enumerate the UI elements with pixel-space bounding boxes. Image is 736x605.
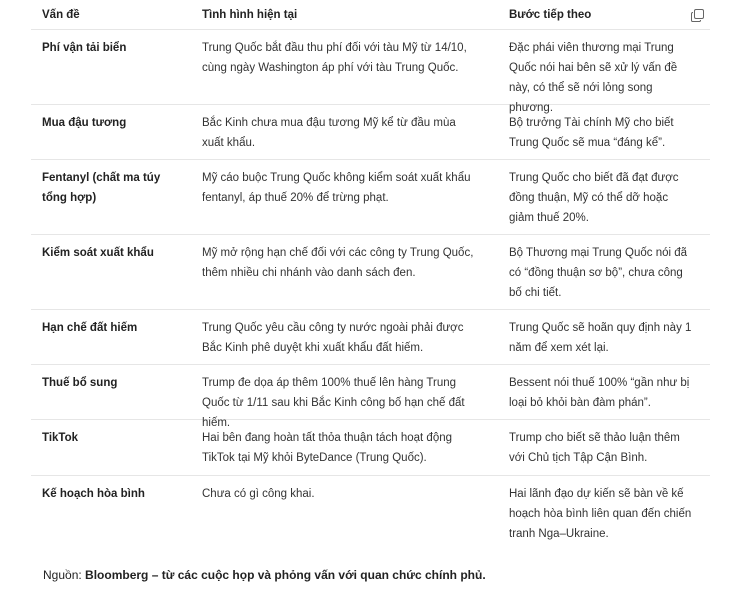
header-next: Bước tiếp theo xyxy=(509,8,592,21)
next-step-cell: Hai lãnh đạo dự kiến sẽ bàn về kế hoạch hòa bình liên quan đến chiến tranh Nga–Ukraine. xyxy=(509,488,692,540)
source-note xyxy=(43,568,486,582)
source-text: Bloomberg – từ các cuộc họp và phỏng vấn với quan chức chính phủ. xyxy=(85,568,486,582)
table-row xyxy=(31,235,710,310)
table-row xyxy=(31,160,710,235)
next-step-cell: Đặc phái viên thương mại Trung Quốc nói hai bên sẽ xử lý vấn đề này, có thể sẽ nới lỏng song phương. xyxy=(509,42,678,114)
issue-cell: Mua đậu tương xyxy=(42,117,127,129)
next-step-cell: Trump cho biết sẽ thảo luận thêm với Chủ tịch Tập Cận Bình. xyxy=(509,432,680,464)
table-row xyxy=(31,365,710,429)
status-cell: Trump đe dọa áp thêm 100% thuế lên hàng Trung Quốc từ 1/11 sau khi Bắc Kinh công bố hạn chế đất hiếm. xyxy=(202,377,465,429)
issue-cell: Hạn chế đất hiếm xyxy=(42,322,138,334)
status-cell: Trung Quốc yêu cầu công ty nước ngoài phải được Bắc Kinh phê duyệt khi xuất khẩu đất hiếm. xyxy=(202,322,464,354)
issue-cell: TikTok xyxy=(42,432,78,444)
table-row xyxy=(31,310,710,365)
table-row xyxy=(31,105,710,160)
copy-icon xyxy=(691,9,704,22)
next-step-cell: Trung Quốc sẽ hoãn quy định này 1 năm để xem xét lại. xyxy=(509,322,692,354)
source-prefix: Nguồn: xyxy=(43,568,86,582)
status-cell: Mỹ mở rộng hạn chế đối với các công ty Trung Quốc, thêm nhiều chi nhánh vào danh sách đen. xyxy=(202,247,474,279)
status-cell: Chưa có gì công khai. xyxy=(202,488,315,500)
copy-table-button[interactable] xyxy=(690,8,704,22)
next-step-cell: Bộ trưởng Tài chính Mỹ cho biết Trung Quốc sẽ mua “đáng kể”. xyxy=(509,117,674,149)
status-cell: Bắc Kinh chưa mua đậu tương Mỹ kể từ đầu mùa xuất khẩu. xyxy=(202,117,456,149)
table-row xyxy=(31,30,710,114)
table-header-row xyxy=(31,0,710,30)
issue-cell: Thuế bổ sung xyxy=(42,377,118,389)
issue-cell: Fentanyl (chất ma túy tổng hợp) xyxy=(42,172,161,204)
status-cell: Trung Quốc bắt đầu thu phí đối với tàu Mỹ từ 14/10, cùng ngày Washington áp phí với tàu Trung Quốc. xyxy=(202,42,467,74)
table-row xyxy=(31,476,710,551)
next-step-cell: Bessent nói thuế 100% “gần như bị loại bỏ khỏi bàn đàm phán”. xyxy=(509,377,690,409)
issue-cell: Kế hoạch hòa bình xyxy=(42,488,145,500)
issue-cell: Phí vận tải biển xyxy=(42,42,127,54)
table-row xyxy=(31,420,710,476)
header-status: Tình hình hiện tại xyxy=(202,8,298,21)
issue-cell: Kiểm soát xuất khẩu xyxy=(42,247,154,259)
comparison-table xyxy=(31,0,710,551)
status-cell: Hai bên đang hoàn tất thỏa thuận tách hoạt động TikTok tại Mỹ khỏi ByteDance (Trung Quốc). xyxy=(202,432,453,464)
next-step-cell: Trung Quốc cho biết đã đạt được đồng thuận, Mỹ có thể dỡ hoặc giảm thuế 20%. xyxy=(509,172,679,224)
header-issue: Vấn đề xyxy=(42,8,80,21)
status-cell: Mỹ cáo buộc Trung Quốc không kiểm soát xuất khẩu fentanyl, áp thuế 20% để trừng phạt. xyxy=(202,172,471,204)
next-step-cell: Bộ Thương mại Trung Quốc nói đã có “đồng thuận sơ bộ”, chưa công bố chi tiết. xyxy=(509,247,688,299)
